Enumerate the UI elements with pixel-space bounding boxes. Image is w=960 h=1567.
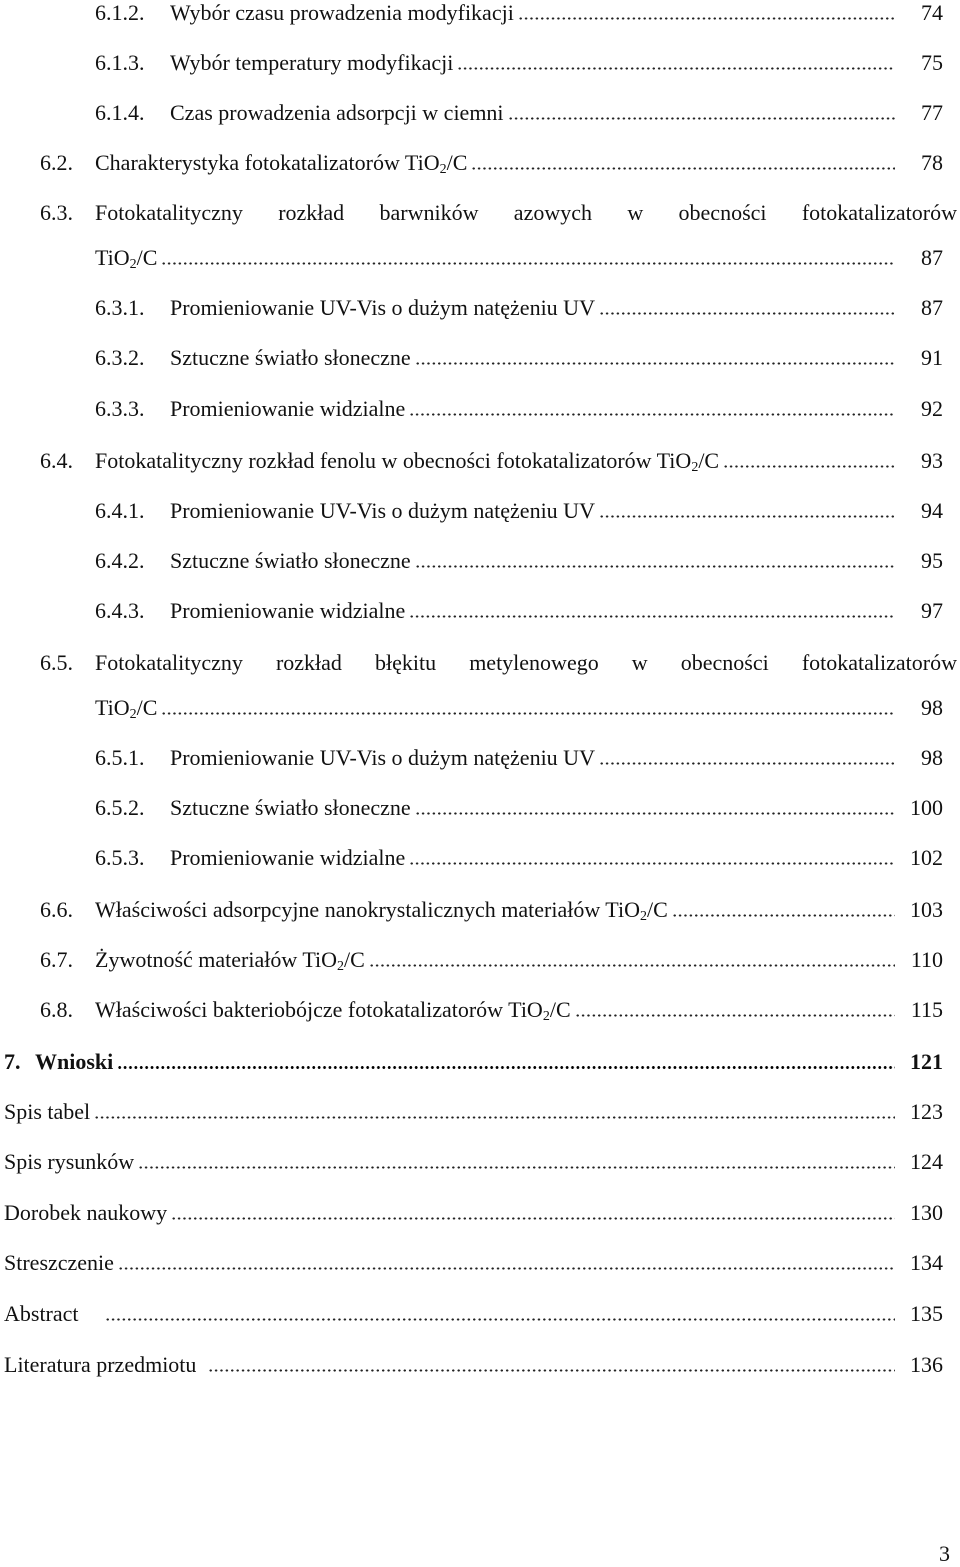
toc-entry xyxy=(0,498,960,538)
toc-entry-page: 130 xyxy=(910,1200,943,1225)
toc-entry-page: 94 xyxy=(921,498,943,523)
toc-entry-title-text: Dorobek naukowy xyxy=(4,1200,168,1225)
toc-entry-title-text: Spis rysunków xyxy=(4,1149,135,1174)
toc-entry-title-text: Wybór temperatury modyfikacji xyxy=(170,50,454,75)
toc-entry-page: 77 xyxy=(921,100,943,125)
toc-entry-title-text: Fotokatalityczny rozkład błękitu metylenowego w obecności fotokatalizatorów xyxy=(95,650,957,675)
toc-entry-page: 87 xyxy=(921,245,943,270)
page-number: 3 xyxy=(939,1541,950,1566)
toc-entry-number: 6.7. xyxy=(40,947,73,972)
toc-entry-number: 6.4.2. xyxy=(95,548,145,573)
toc-entry-subscript: 2 xyxy=(129,707,137,722)
toc-entry-number: 6.5.2. xyxy=(95,795,145,820)
toc-leader-dots xyxy=(599,312,895,315)
toc-entry xyxy=(0,1149,960,1189)
toc-entry-number: 6.8. xyxy=(40,997,73,1022)
toc-entry-number: 6.3.2. xyxy=(95,345,145,370)
toc-entry xyxy=(0,795,960,835)
toc-entry-number: 6.1.3. xyxy=(95,50,145,75)
toc-entry-title-text: Promieniowanie widzialne xyxy=(170,598,406,623)
toc-entry-page: 103 xyxy=(910,897,943,922)
toc-entry-title-text: Sztuczne światło słoneczne xyxy=(170,795,411,820)
toc-entry-title-text: Czas prowadzenia adsorpcji w ciemni xyxy=(170,100,504,125)
toc-leader-dots xyxy=(457,67,895,70)
toc-entry-title-suffix: /C xyxy=(446,150,468,175)
toc-entry-title-text: Streszczenie xyxy=(4,1250,114,1275)
toc-entry-subscript: 2 xyxy=(639,909,647,924)
toc-entry xyxy=(0,1049,960,1089)
toc-entry xyxy=(0,1352,960,1392)
toc-entry-title xyxy=(170,548,411,574)
toc-entry xyxy=(0,745,960,785)
toc-entry-title-text: Literatura przedmiotu xyxy=(4,1352,197,1377)
toc-entry-page: 124 xyxy=(910,1149,943,1174)
toc-entry-title xyxy=(35,1049,113,1075)
toc-entry-page: 74 xyxy=(921,0,943,25)
toc-leader-dots xyxy=(161,262,895,265)
toc-leader-dots xyxy=(518,17,895,20)
toc-leader-dots xyxy=(117,1066,895,1069)
toc-entry-title-text: Promieniowanie UV-Vis o dużym natężeniu UV xyxy=(170,295,595,320)
toc-entry-title-text: Fotokatalityczny rozkład barwników azowych w obecności fotokatalizatorów xyxy=(95,200,957,225)
toc-entry xyxy=(0,50,960,90)
toc-entry xyxy=(0,295,960,335)
toc-entry-title-suffix: /C xyxy=(136,245,158,270)
toc-leader-dots xyxy=(208,1369,895,1372)
toc-entry xyxy=(0,598,960,638)
toc-entry-subscript: 2 xyxy=(439,162,447,177)
toc-entry-title-suffix: /C xyxy=(549,997,571,1022)
toc-entry-title xyxy=(170,845,405,871)
toc-entry-title-text: Sztuczne światło słoneczne xyxy=(170,548,411,573)
toc-entry xyxy=(0,345,960,385)
toc-entry-title xyxy=(170,345,411,371)
toc-entry-number: 6.4. xyxy=(40,448,73,473)
toc-leader-dots xyxy=(599,515,895,518)
toc-entry-number: 6.4.3. xyxy=(95,598,145,623)
toc-leader-dots xyxy=(118,1267,895,1270)
toc-entry-number: 6.5. xyxy=(40,650,73,675)
toc-entry-page: 136 xyxy=(910,1352,943,1377)
toc-entry-page: 110 xyxy=(910,947,943,972)
toc-entry-title xyxy=(95,448,719,474)
toc-leader-dots xyxy=(415,362,895,365)
toc-entry-number: 6.6. xyxy=(40,897,73,922)
toc-entry-title-text: Wybór czasu prowadzenia modyfikacji xyxy=(170,0,514,25)
toc-entry-title xyxy=(170,295,595,321)
toc-leader-dots xyxy=(508,117,895,120)
toc-entry-title xyxy=(95,947,365,973)
toc-entry-number: 6.1.2. xyxy=(95,0,145,25)
toc-entry xyxy=(0,650,960,690)
toc-entry-page: 98 xyxy=(921,695,943,720)
toc-entry-number: 6.5.1. xyxy=(95,745,145,770)
toc-entry-title-text: TiO xyxy=(95,695,130,720)
toc-entry-title-text: Abstract xyxy=(4,1301,79,1326)
toc-leader-dots xyxy=(409,615,895,618)
toc-entry xyxy=(0,1200,960,1240)
toc-entry-page: 123 xyxy=(910,1099,943,1124)
toc-entry-subscript: 2 xyxy=(129,257,137,272)
toc-leader-dots xyxy=(94,1116,895,1119)
toc-entry-page: 115 xyxy=(910,997,943,1022)
toc-entry xyxy=(0,695,960,735)
toc-entry-page: 100 xyxy=(910,795,943,820)
toc-entry-title xyxy=(170,795,411,821)
toc-entry xyxy=(0,100,960,140)
toc-entry-page: 95 xyxy=(921,548,943,573)
toc-entry-title xyxy=(95,650,957,676)
toc-entry xyxy=(0,947,960,987)
toc-entry-title-suffix: /C xyxy=(698,448,720,473)
toc-entry-title xyxy=(170,0,514,26)
toc-entry-title xyxy=(170,100,504,126)
toc-entry-title xyxy=(95,245,157,271)
toc-entry-number: 6.4.1. xyxy=(95,498,145,523)
toc-entry xyxy=(0,200,960,240)
toc-entry-page: 97 xyxy=(921,598,943,623)
toc-entry-title xyxy=(170,745,595,771)
toc-entry-page: 93 xyxy=(921,448,943,473)
toc-entry-number: 6.2. xyxy=(40,150,73,175)
toc-entry-number: 6.5.3. xyxy=(95,845,145,870)
toc-entry-subscript: 2 xyxy=(337,959,344,974)
toc-entry-title xyxy=(170,396,405,422)
toc-leader-dots xyxy=(599,762,895,765)
toc-leader-dots xyxy=(161,712,895,715)
toc-entry-title xyxy=(4,1250,114,1276)
toc-entry-title xyxy=(170,598,405,624)
toc-leader-dots xyxy=(409,413,895,416)
toc-leader-dots xyxy=(723,465,895,468)
toc-entry xyxy=(0,245,960,285)
toc-entry-page: 92 xyxy=(921,396,943,421)
toc-entry-page: 134 xyxy=(910,1250,943,1275)
toc-entry-title-text: Promieniowanie UV-Vis o dużym natężeniu UV xyxy=(170,498,595,523)
toc-entry-number: 6.3. xyxy=(40,200,73,225)
toc-entry-title xyxy=(95,150,467,176)
toc-entry xyxy=(0,0,960,40)
toc-entry-title-text: TiO xyxy=(95,245,130,270)
toc-entry-title xyxy=(4,1200,167,1226)
toc-entry-page: 78 xyxy=(921,150,943,175)
toc-entry-page: 121 xyxy=(910,1049,943,1074)
toc-entry-title-suffix: /C xyxy=(136,695,158,720)
toc-entry-page: 102 xyxy=(910,845,943,870)
toc-entry-number: 6.3.1. xyxy=(95,295,145,320)
toc-entry xyxy=(0,448,960,488)
toc-entry-title-suffix: /C xyxy=(646,897,668,922)
toc-entry-page: 75 xyxy=(921,50,943,75)
toc-leader-dots xyxy=(672,914,895,917)
toc-entry-title-text: Promieniowanie widzialne xyxy=(170,396,406,421)
toc-entry-title xyxy=(4,1099,90,1125)
toc-entry xyxy=(0,1099,960,1139)
toc-entry-title-text: Spis tabel xyxy=(4,1099,91,1124)
toc-entry xyxy=(0,845,960,885)
toc-leader-dots xyxy=(171,1217,895,1220)
toc-entry-title-text: Właściwości bakteriobójcze fotokatalizatorów TiO xyxy=(95,997,543,1022)
toc-leader-dots xyxy=(138,1166,895,1169)
toc-entry-page: 91 xyxy=(921,345,943,370)
toc-entry-title xyxy=(95,200,957,226)
toc-leader-dots xyxy=(369,964,895,967)
toc-entry-title-text: Żywotność materiałów TiO xyxy=(95,947,337,972)
toc-entry xyxy=(0,997,960,1037)
toc-entry-title xyxy=(95,997,571,1023)
toc-entry-title xyxy=(95,695,157,721)
toc-entry-title xyxy=(4,1149,134,1175)
toc-entry-title xyxy=(170,498,595,524)
toc-leader-dots xyxy=(409,862,895,865)
toc-entry xyxy=(0,396,960,436)
toc-entry-title-text: Promieniowanie UV-Vis o dużym natężeniu UV xyxy=(170,745,595,770)
toc-entry-page: 135 xyxy=(910,1301,943,1326)
toc-entry xyxy=(0,897,960,937)
toc-leader-dots xyxy=(415,812,895,815)
toc-leader-dots xyxy=(105,1318,895,1321)
toc-entry-subscript: 2 xyxy=(542,1009,550,1024)
toc-entry xyxy=(0,1250,960,1290)
toc-entry-page: 98 xyxy=(921,745,943,770)
toc-entry-title-text: Fotokatalityczny rozkład fenolu w obecności fotokatalizatorów TiO xyxy=(95,448,692,473)
toc-entry-title-text: Promieniowanie widzialne xyxy=(170,845,406,870)
toc-entry-number: 6.1.4. xyxy=(95,100,145,125)
toc-entry-title-text: Właściwości adsorpcyjne nanokrystalicznych materiałów TiO xyxy=(95,897,640,922)
toc-entry-title xyxy=(4,1301,79,1327)
toc-entry-subscript: 2 xyxy=(691,460,699,475)
toc-leader-dots xyxy=(575,1014,895,1017)
toc-entry xyxy=(0,150,960,190)
toc-entry-title xyxy=(95,897,668,923)
toc-entry xyxy=(0,1301,960,1341)
toc-entry xyxy=(0,548,960,588)
toc-entry-title-text: Sztuczne światło słoneczne xyxy=(170,345,411,370)
toc-leader-dots xyxy=(415,565,895,568)
toc-entry-number: 7. xyxy=(4,1049,21,1074)
toc-entry-title-suffix: /C xyxy=(344,947,365,972)
toc-entry-title-text: Charakterystyka fotokatalizatorów TiO xyxy=(95,150,440,175)
toc-entry-page: 87 xyxy=(921,295,943,320)
toc-entry-title xyxy=(4,1352,196,1378)
toc-entry-title xyxy=(170,50,453,76)
toc-entry-title-text: Wnioski xyxy=(35,1049,114,1074)
toc-leader-dots xyxy=(471,167,895,170)
toc-entry-number: 6.3.3. xyxy=(95,396,145,421)
